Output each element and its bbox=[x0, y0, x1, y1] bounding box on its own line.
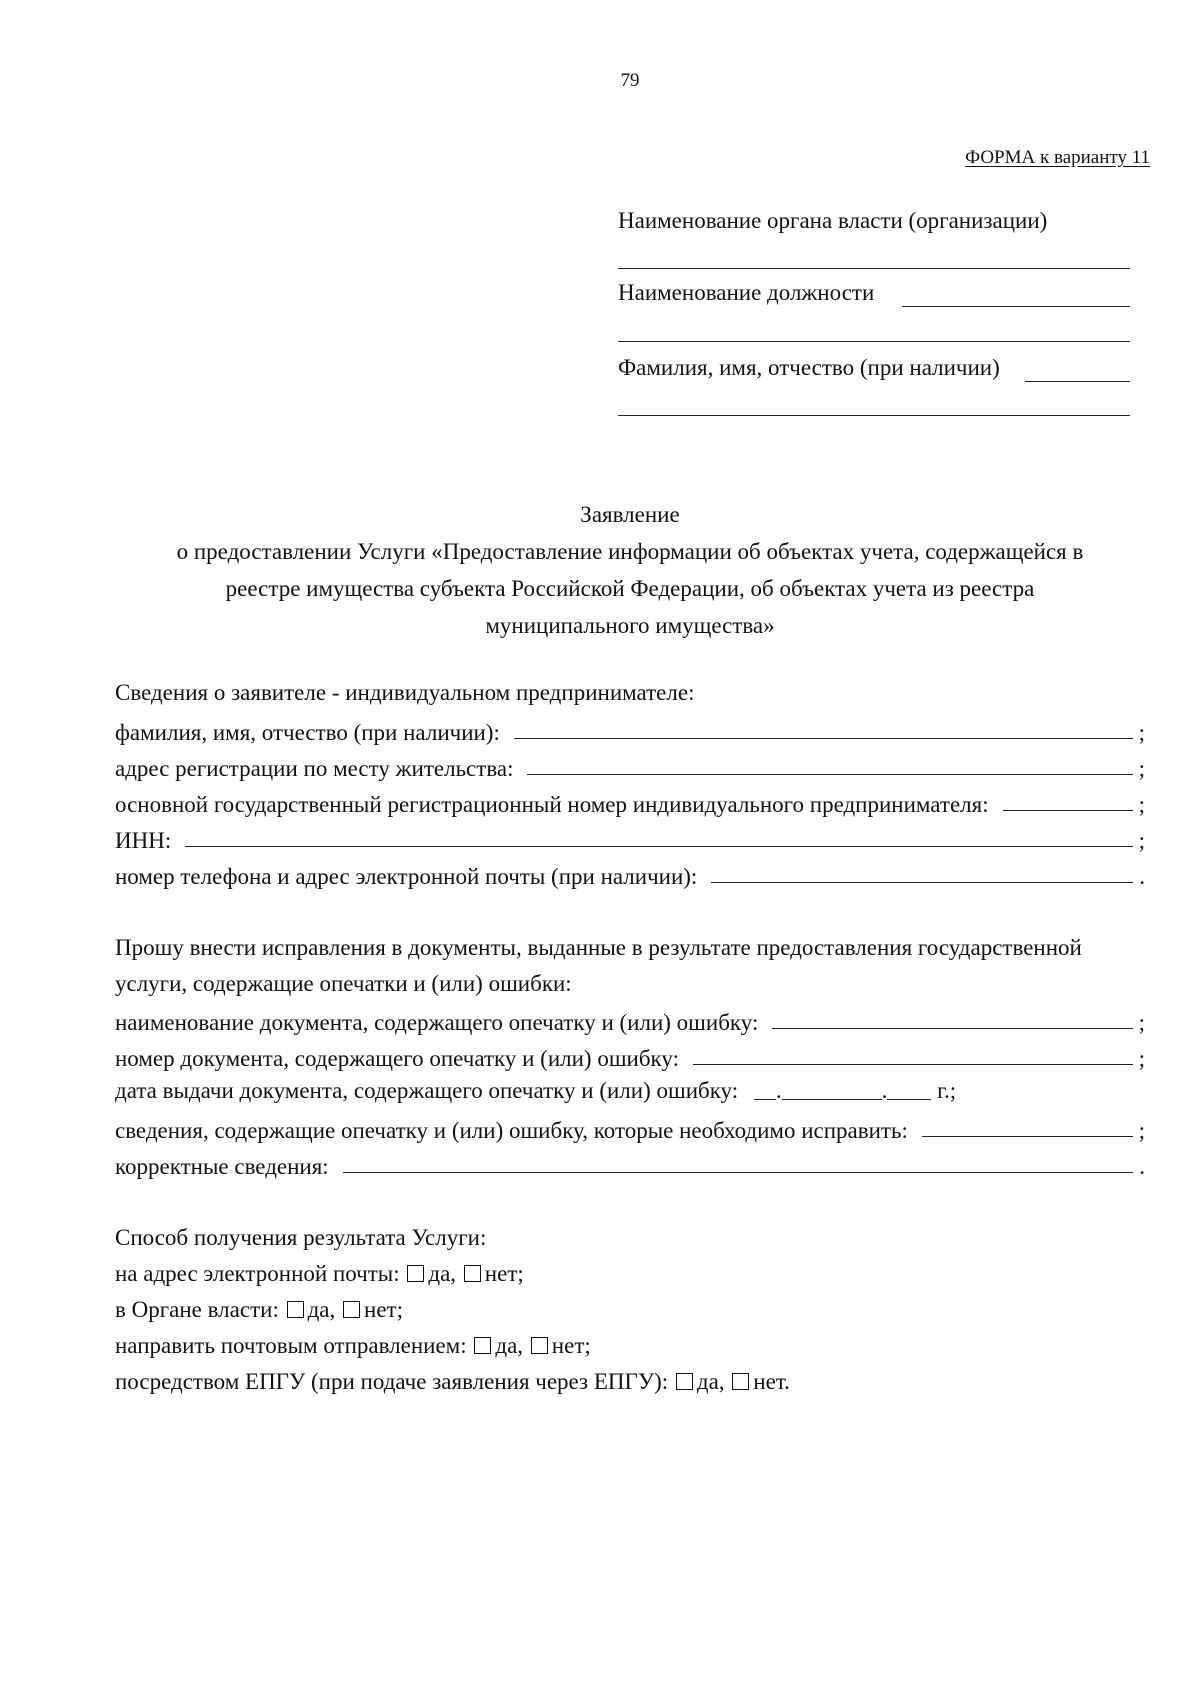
delivery-post-yes-checkbox[interactable] bbox=[474, 1337, 491, 1354]
semicolon: ; bbox=[1138, 1010, 1145, 1035]
applicant-contacts-row bbox=[115, 854, 1145, 890]
doc-date-day-field[interactable] bbox=[754, 1099, 776, 1100]
delivery-email-yes-checkbox[interactable] bbox=[407, 1265, 424, 1282]
applicant-inn-label: ИНН: bbox=[115, 828, 172, 853]
doc-date-label: дата выдачи документа, содержащего опечатку и (или) ошибку: bbox=[115, 1078, 739, 1103]
applicant-address-field[interactable] bbox=[527, 774, 1132, 775]
applicant-contacts-field[interactable] bbox=[711, 882, 1133, 883]
erroneous-info-field[interactable] bbox=[922, 1136, 1133, 1137]
application-title bbox=[110, 496, 1150, 644]
page-number: 79 bbox=[620, 70, 640, 91]
doc-date-year-field[interactable] bbox=[887, 1099, 931, 1100]
semicolon: ; bbox=[1138, 792, 1145, 817]
semicolon: ; bbox=[1138, 1046, 1145, 1071]
title-line-2: о предоставлении Услуги «Предоставление информации об объектах учета, содержащейся в bbox=[176, 539, 1084, 564]
yes-label: да, bbox=[307, 1297, 336, 1322]
period: . bbox=[1139, 1154, 1145, 1179]
semicolon: ; bbox=[1138, 756, 1145, 781]
yes-label: да, bbox=[495, 1333, 524, 1358]
yes-label: да, bbox=[428, 1261, 457, 1286]
semicolon: ; bbox=[1138, 1118, 1145, 1143]
applicant-contacts-label: номер телефона и адрес электронной почты (при наличии): bbox=[115, 864, 698, 889]
erroneous-info-row bbox=[115, 1108, 1145, 1144]
no-label: нет; bbox=[551, 1333, 591, 1358]
form-tag: ФОРМА к варианту 11 bbox=[965, 147, 1150, 168]
doc-name-row bbox=[115, 1000, 1145, 1036]
applicant-heading: Сведения о заявителе - индивидуальном предпринимателе: bbox=[115, 680, 695, 705]
delivery-epgu-no-checkbox[interactable] bbox=[732, 1373, 749, 1390]
delivery-epgu-yes-checkbox[interactable] bbox=[676, 1373, 693, 1390]
delivery-epgu-label: посредством ЕПГУ (при подаче заявления через ЕПГУ): bbox=[115, 1369, 669, 1394]
applicant-ogrnip-label: основной государственный регистрационный номер индивидуального предпринимателя: bbox=[115, 792, 989, 817]
delivery-epgu-row bbox=[115, 1369, 1155, 1395]
no-label: нет; bbox=[484, 1261, 524, 1286]
delivery-authority-yes-checkbox[interactable] bbox=[287, 1301, 304, 1318]
recipient-position-field-2[interactable] bbox=[618, 341, 1130, 342]
yes-label: да, bbox=[696, 1369, 725, 1394]
recipient-org-label: Наименование органа власти (организации) bbox=[618, 208, 1048, 233]
correct-info-row bbox=[115, 1144, 1145, 1180]
no-label: нет; bbox=[364, 1297, 403, 1322]
semicolon: ; bbox=[1138, 720, 1145, 745]
delivery-email-no-checkbox[interactable] bbox=[464, 1265, 481, 1282]
semicolon: ; bbox=[1138, 828, 1145, 853]
recipient-position-field[interactable] bbox=[902, 306, 1130, 307]
date-dot: . bbox=[775, 1078, 782, 1103]
applicant-address-row bbox=[115, 746, 1145, 782]
delivery-email-row bbox=[115, 1261, 1155, 1287]
title-line-1: Заявление bbox=[580, 502, 680, 527]
applicant-ogrnip-field[interactable] bbox=[1003, 810, 1133, 811]
doc-number-row bbox=[115, 1036, 1145, 1072]
correction-text-1: Прошу внести исправления в документы, выданные в результате предоставления государственной bbox=[115, 935, 1082, 960]
applicant-address-label: адрес регистрации по месту жительства: bbox=[115, 756, 514, 781]
applicant-inn-row bbox=[115, 818, 1145, 854]
applicant-fio-field[interactable] bbox=[514, 738, 1133, 739]
delivery-heading: Способ получения результата Услуги: bbox=[115, 1225, 487, 1250]
doc-name-field[interactable] bbox=[772, 1028, 1132, 1029]
recipient-org-field[interactable] bbox=[618, 268, 1130, 269]
delivery-post-label: направить почтовым отправлением: bbox=[115, 1333, 467, 1358]
title-line-4: муниципального имущества» bbox=[485, 613, 775, 638]
correct-info-field[interactable] bbox=[343, 1172, 1134, 1173]
delivery-authority-label: в Органе власти: bbox=[115, 1297, 279, 1322]
doc-number-label: номер документа, содержащего опечатку и (или) ошибку: bbox=[115, 1046, 679, 1071]
delivery-authority-no-checkbox[interactable] bbox=[343, 1301, 360, 1318]
title-line-3: реестре имущества субъекта Российской Федерации, об объектах учета из реестра bbox=[225, 576, 1035, 601]
applicant-inn-field[interactable] bbox=[185, 846, 1132, 847]
doc-name-label: наименование документа, содержащего опечатку и (или) ошибку: bbox=[115, 1010, 759, 1035]
applicant-ogrnip-row bbox=[115, 782, 1145, 818]
delivery-post-row bbox=[115, 1333, 1155, 1359]
erroneous-info-label: сведения, содержащие опечатку и (или) ошибку, которые необходимо исправить: bbox=[115, 1118, 908, 1143]
date-dot: . bbox=[881, 1078, 888, 1103]
correct-info-label: корректные сведения: bbox=[115, 1154, 329, 1179]
correction-text-2: услуги, содержащие опечатки и (или) ошибки: bbox=[115, 971, 572, 996]
applicant-fio-label: фамилия, имя, отчество (при наличии): bbox=[115, 720, 500, 745]
doc-number-field[interactable] bbox=[693, 1064, 1133, 1065]
no-final-label: нет. bbox=[753, 1369, 790, 1394]
period: . bbox=[1139, 864, 1145, 889]
recipient-fio-field[interactable] bbox=[1025, 381, 1130, 382]
delivery-email-label: на адрес электронной почты: bbox=[115, 1261, 400, 1286]
recipient-position-label: Наименование должности bbox=[618, 280, 875, 305]
doc-date-row bbox=[115, 1078, 1155, 1104]
year-suffix: г.; bbox=[937, 1078, 957, 1103]
delivery-authority-row bbox=[115, 1297, 1155, 1323]
delivery-post-no-checkbox[interactable] bbox=[531, 1337, 548, 1354]
applicant-fio-row bbox=[115, 710, 1145, 746]
recipient-fio-label: Фамилия, имя, отчество (при наличии) bbox=[618, 355, 1000, 380]
doc-date-month-field[interactable] bbox=[782, 1099, 882, 1100]
recipient-fio-field-2[interactable] bbox=[618, 415, 1130, 416]
